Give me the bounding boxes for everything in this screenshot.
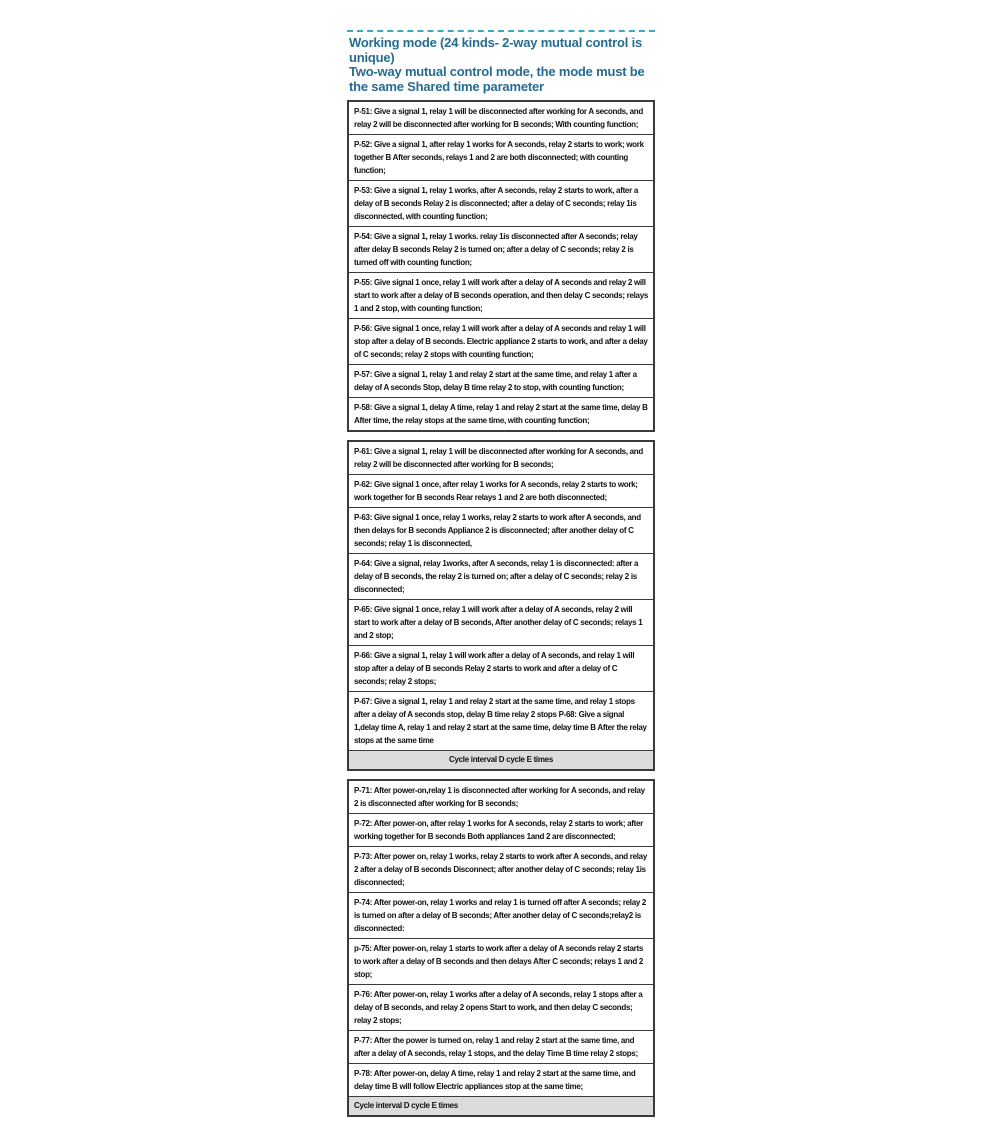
- cycle-interval-row: Cycle interval D cycle E times: [349, 1097, 653, 1115]
- table-row: P-76: After power-on, relay 1 works after a delay of A seconds, relay 1 stops after a delay of B seconds, and relay 2 opens Start to work, and then delay C seconds; relay 2 stops;: [349, 985, 653, 1031]
- table-row: P-73: After power on, relay 1 works, relay 2 starts to work after A seconds, and relay 2 after a delay of B seconds Disconnect; after another delay of C seconds; relay 1is disconnected;: [349, 847, 653, 893]
- table-row: P-65: Give signal 1 once, relay 1 will work after a delay of A seconds, relay 2 will start to work after a delay of B seconds, After another delay of C seconds; relays 1 and 2 stop;: [349, 600, 653, 646]
- mode-table-p61-p68: [347, 440, 655, 771]
- table-row: p-75: After power-on, relay 1 starts to work after a delay of A seconds relay 2 starts to work after a delay of B seconds and then delays After C seconds; relays 1 and 2 stop;: [349, 939, 653, 985]
- table-row: P-78: After power-on, delay A time, relay 1 and relay 2 start at the same time, and delay time B will follow Electric appliances stop at the same time;: [349, 1064, 653, 1097]
- mode-table-p71-p78: [347, 779, 655, 1117]
- mode-table-p51-p58: [347, 100, 655, 432]
- table-row: P-53: Give a signal 1, relay 1 works, after A seconds, relay 2 starts to work, after a delay of B seconds Relay 2 is disconnected; after a delay of C seconds; relay 1is disconnected, with counting function;: [349, 181, 653, 227]
- table-row: P-63: Give signal 1 once, relay 1 works, relay 2 starts to work after A seconds, and then delays for B seconds Appliance 2 is disconnected; after another delay of C seconds; relay 1 is disconnected,: [349, 508, 653, 554]
- table-row: P-72: After power-on, after relay 1 works for A seconds, relay 2 starts to work; after working together for B seconds Both appliances 1and 2 are disconnected;: [349, 814, 653, 847]
- title-line-2: Two-way mutual control mode, the mode must be the same Shared time parameter: [349, 64, 645, 94]
- table-row: P-58: Give a signal 1, delay A time, relay 1 and relay 2 start at the same time, delay B After time, the relay stops at the same time, with counting function;: [349, 398, 653, 430]
- table-row: P-56: Give signal 1 once, relay 1 will work after a delay of A seconds and relay 1 will stop after a delay of B seconds. Electric appliance 2 starts to work, and after a delay of C seconds; relay 2 stops with counting function;: [349, 319, 653, 365]
- table-row: P-61: Give a signal 1, relay 1 will be disconnected after working for A seconds, and relay 2 will be disconnected after working for B seconds;: [349, 442, 653, 475]
- table-row: P-74: After power-on, relay 1 works and relay 1 is turned off after A seconds; relay 2 is turned on after a delay of B seconds; After another delay of C seconds;relay2 is disconnected:: [349, 893, 653, 939]
- table-row: P-54: Give a signal 1, relay 1 works. relay 1is disconnected after A seconds; relay after delay B seconds Relay 2 is turned on; after a delay of C seconds; relay 2 is turned off with counting function;: [349, 227, 653, 273]
- title-line-1: Working mode (24 kinds- 2-way mutual control is unique): [349, 35, 643, 65]
- table-row: P-55: Give signal 1 once, relay 1 will work after a delay of A seconds and relay 2 will start to work after a delay of B seconds operation, and then delay C seconds; relays 1 and 2 stop, with counting function;: [349, 273, 653, 319]
- table-row: P-64: Give a signal, relay 1works, after A seconds, relay 1 is disconnected: after a delay of B seconds, the relay 2 is turned on; after a delay of C seconds; relay 2 is disconnected;: [349, 554, 653, 600]
- working-modes-document: [347, 30, 655, 1125]
- page-title: [347, 30, 655, 100]
- table-row: P-62: Give signal 1 once, after relay 1 works for A seconds, relay 2 starts to work; work together for B seconds Rear relays 1 and 2 are both disconnected;: [349, 475, 653, 508]
- table-row: P-52: Give a signal 1, after relay 1 works for A seconds, relay 2 starts to work; work together B After seconds, relays 1 and 2 are both disconnected; with counting function;: [349, 135, 653, 181]
- table-row: P-67: Give a signal 1, relay 1 and relay 2 start at the same time, and relay 1 stops after a delay of A seconds stop, delay B time relay 2 stops P-68: Give a signal 1,delay time A, relay 1 and relay 2 start at the same time, delay time B After the relay stops at the same time: [349, 692, 653, 751]
- table-row: P-66: Give a signal 1, relay 1 will work after a delay of A seconds, and relay 1 will stop after a delay of B seconds Relay 2 starts to work and after a delay of C seconds; relay 2 stops;: [349, 646, 653, 692]
- table-row: P-71: After power-on,relay 1 is disconnected after working for A seconds, and relay 2 is disconnected after working for B seconds;: [349, 781, 653, 814]
- table-row: P-51: Give a signal 1, relay 1 will be disconnected after working for A seconds, and relay 2 will be disconnected after working for B seconds; With counting function;: [349, 102, 653, 135]
- table-row: P-57: Give a signal 1, relay 1 and relay 2 start at the same time, and relay 1 after a delay of A seconds Stop, delay B time relay 2 to stop, with counting function;: [349, 365, 653, 398]
- cycle-interval-row: Cycle interval D cycle E times: [349, 751, 653, 769]
- table-row: P-77: After the power is turned on, relay 1 and relay 2 start at the same time, and after a delay of A seconds, relay 1 stops, and the delay Time B time relay 2 stops;: [349, 1031, 653, 1064]
